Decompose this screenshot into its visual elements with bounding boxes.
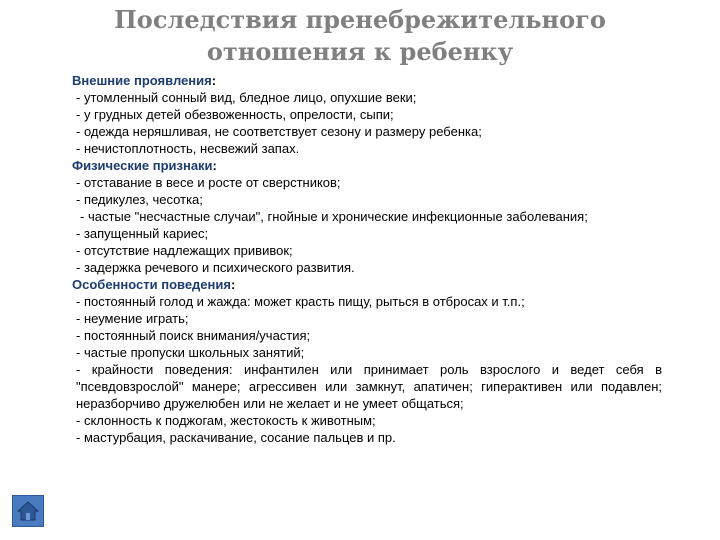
- list-item: - частые пропуски школьных занятий;: [76, 345, 305, 360]
- page-title: [80, 4, 640, 68]
- list-item: - запущенный кариес;: [76, 226, 209, 241]
- list-item: - неумение играть;: [76, 311, 189, 326]
- list-item: - частые "несчастные случаи", гнойные и хронические инфекционные заболевания;: [80, 209, 588, 224]
- list-item: - отставание в весе и росте от сверстников;: [76, 175, 341, 190]
- title-line-1: Последствия пренебрежительного: [114, 5, 606, 34]
- list-item: - задержка речевого и психического развития.: [76, 260, 355, 275]
- list-item: - мастурбация, раскачивание, сосание пальцев и пр.: [76, 430, 396, 445]
- list-item: - педикулез, чесотка;: [76, 192, 203, 207]
- list-item: - крайности поведения: инфантилен или принимает роль взрослого и ведет себя в "псевдовзрослой" манере; агрессивен или замкнут, апатичен; гиперактивен или подавлен; неразборчиво дружелюбен или не желает и не умеет общаться;: [76, 362, 662, 411]
- content-body: [72, 72, 662, 446]
- home-icon: [16, 499, 40, 523]
- list-item: - утомленный сонный вид, бледное лицо, опухшие веки;: [76, 90, 417, 105]
- list-item: - постоянный голод и жажда: может красть пищу, рыться в отбросах и т.п.;: [76, 294, 525, 309]
- section-heading-physical: Физические признаки:: [72, 158, 217, 173]
- list-item: - у грудных детей обезвоженность, опрелости, сыпи;: [76, 107, 394, 122]
- list-item: - постоянный поиск внимания/участия;: [76, 328, 311, 343]
- list-item: - нечистоплотность, несвежий запах.: [76, 141, 300, 156]
- section-heading-external: Внешние проявления:: [72, 73, 217, 88]
- list-item: - отсутствие надлежащих прививок;: [76, 243, 293, 258]
- title-line-2: отношения к ребенку: [206, 37, 514, 66]
- list-item: - одежда неряшливая, не соответствует сезону и размеру ребенка;: [76, 124, 482, 139]
- home-button[interactable]: [12, 495, 44, 527]
- list-item: - склонность к поджогам, жестокость к животным;: [76, 413, 376, 428]
- section-heading-behavior: Особенности поведения:: [72, 277, 236, 292]
